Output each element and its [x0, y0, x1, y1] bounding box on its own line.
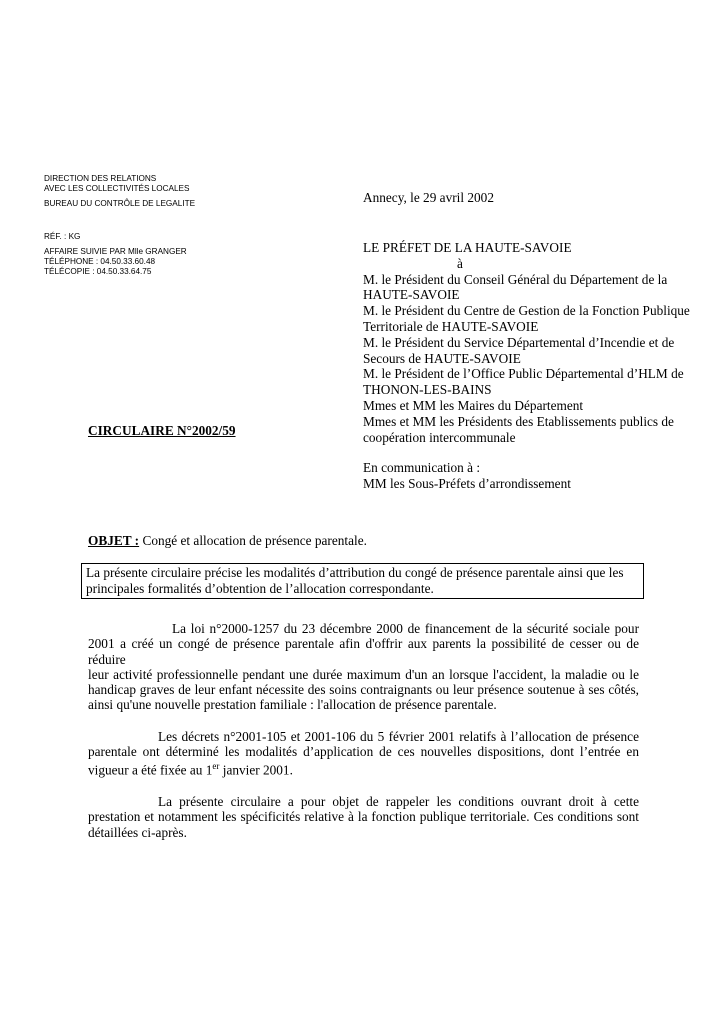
recipient-line: M. le Président du Service Départemental d’Incendie et de — [363, 334, 675, 350]
objet-line — [88, 533, 367, 549]
telephone: TÉLÉPHONE : 04.50.33.60.48 — [44, 256, 156, 266]
para1-line: handicap graves de leur enfant nécessite des soins contraignants ou leur présence soutenue à ses côtés, — [88, 682, 639, 698]
para2-text: vigueur a été fixée au 1 — [88, 762, 213, 778]
recipient-line: coopération intercommunale — [363, 429, 516, 445]
telecopie: TÉLÉCOPIE : 04.50.33.64.75 — [44, 266, 152, 276]
sender-block — [44, 174, 244, 276]
recipient-line: Secours de HAUTE-SAVOIE — [363, 350, 521, 366]
recipient-line: Mmes et MM les Présidents des Etablissements publics de — [363, 413, 674, 429]
address-block — [363, 240, 693, 492]
affaire-suivie: AFFAIRE SUIVIE PAR Mlle GRANGER — [44, 247, 187, 257]
circulaire-number: CIRCULAIRE N°2002/59 — [88, 423, 236, 438]
reference: RÉF. : KG — [44, 231, 81, 241]
summary-line: principales formalités d’obtention de l’allocation correspondante. — [86, 581, 434, 596]
para3-line: détaillées ci-après. — [88, 824, 187, 840]
prefet-title: LE PRÉFET DE LA HAUTE-SAVOIE — [363, 240, 572, 255]
para2-line: parentale ont déterminé les modalités d’application de ces nouvelles dispositions, dont l’entrée en — [88, 744, 639, 760]
recipient-line: M. le Président du Centre de Gestion de la Fonction Publique — [363, 303, 690, 319]
body-text — [88, 621, 639, 840]
date-line: Annecy, le 29 avril 2002 — [363, 190, 494, 205]
para2-text: janvier 2001. — [219, 762, 293, 778]
para2-last-line — [88, 759, 639, 778]
para1-line: La loi n°2000-1257 du 23 décembre 2000 de financement de la sécurité sociale pour — [172, 621, 639, 636]
summary-line: La présente circulaire précise les modalités d’attribution du congé de présence parentale ainsi que les — [86, 565, 624, 580]
recipient-line: Territoriale de HAUTE-SAVOIE — [363, 318, 539, 334]
direction-line2: AVEC LES COLLECTIVITÉS LOCALES — [44, 183, 190, 193]
recipient-line: M. le Président de l’Office Public Départemental d’HLM de — [363, 366, 684, 382]
communication-label: En communication à : — [363, 460, 481, 476]
direction-line1: DIRECTION DES RELATIONS — [44, 174, 157, 183]
para3-line: La présente circulaire a pour objet de rappeler les conditions ouvrant droit à cette — [158, 794, 639, 810]
communication-recipient: MM les Sous-Préfets d’arrondissement — [363, 476, 571, 492]
para2-line: Les décrets n°2001-105 et 2001-106 du 5 février 2001 relatifs à l’allocation de présence — [158, 728, 639, 744]
superscript: er — [212, 761, 220, 772]
bureau-line: BUREAU DU CONTRÔLE DE LEGALITE — [44, 199, 196, 209]
para1-line: ainsi qu'une nouvelle prestation familiale : l'allocation de présence parentale. — [88, 697, 497, 713]
para3-line: prestation et notamment les spécificités relative à la fonction publique territoriale. Ces conditions sont — [88, 809, 639, 825]
to-word: à — [457, 255, 463, 271]
recipient-line: M. le Président du Conseil Général du Département de la — [363, 271, 668, 287]
objet-text: Congé et allocation de présence parentale. — [142, 533, 367, 548]
para1-line: 2001 a créé un congé de présence parentale afin d'offrir aux parents la possibilité de cesser ou de réduire — [88, 636, 639, 667]
summary-box — [81, 563, 644, 599]
recipient-line: THONON-LES-BAINS — [363, 382, 492, 398]
para1-line: leur activité professionnelle pendant une durée maximum d'un an lorsque l'accident, la maladie ou le — [88, 666, 639, 682]
recipient-line: Mmes et MM les Maires du Département — [363, 397, 584, 413]
recipient-line: HAUTE-SAVOIE — [363, 287, 460, 303]
objet-label: OBJET : — [88, 533, 140, 548]
